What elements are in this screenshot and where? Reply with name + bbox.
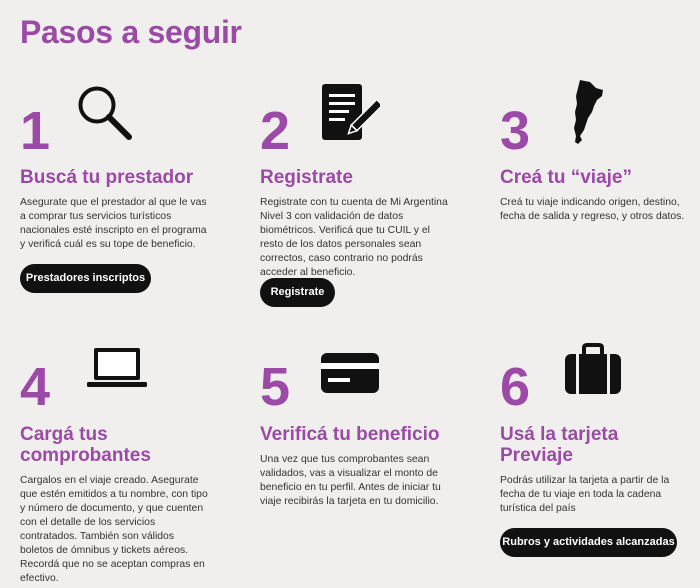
step-title: Buscá tu prestador [20, 167, 194, 188]
step-number: 6 [500, 357, 531, 417]
step-description: Creá tu viaje indicando origen, destino, fecha de salida y regreso, y otros datos. [500, 197, 685, 222]
step-title: Verificá tu beneficio [260, 424, 440, 445]
magnifier-icon [76, 84, 134, 142]
step-number: 2 [260, 101, 291, 161]
step-description: Registrate con tu cuenta de Mi Argentina Nivel 3 con validación de datos biométricos. Verificá que tu CUIL y el resto de los datos personales sean correctos, caso contrario no podrás acceder al beneficio. [260, 197, 448, 278]
step-number: 3 [500, 101, 531, 161]
registrate-button[interactable]: Registrate [260, 278, 335, 307]
step-number: 4 [20, 357, 51, 417]
step-title: Usá la tarjeta Previaje [500, 424, 619, 466]
step-description: Cargalos en el viaje creado. Asegurate que estén emitidos a tu nombre, con tipo y número de documento, y que cuenten con el detalle de los servicios contratados. También son válidos boletos de ómnibus y tickets aéreos. Recordá que no se aceptan compras en efectivo. [20, 475, 208, 584]
step-title: Creá tu “viaje” [500, 167, 632, 188]
suitcase-icon [564, 342, 622, 396]
step-number: 1 [20, 101, 51, 161]
prestadores-inscriptos-button[interactable]: Prestadores inscriptos [20, 264, 151, 293]
argentina-map-icon [570, 78, 610, 146]
credit-card-icon [320, 352, 380, 394]
page-title: Pasos a seguir [20, 14, 242, 50]
step-title: Cargá tus comprobantes [20, 424, 151, 466]
document-pen-icon [320, 82, 380, 144]
step-number: 5 [260, 357, 291, 417]
step-description: Una vez que tus comprobantes sean validados, vas a visualizar el monto de beneficio en tu perfil. Antes de iniciar tu viaje recibirás la tarjeta en tu domicilio. [260, 454, 441, 507]
step-description: Podrás utilizar la tarjeta a partir de la fecha de tu viaje en toda la cadena turística del país [500, 475, 670, 514]
rubros-actividades-button[interactable]: Rubros y actividades alcanzadas [500, 528, 677, 557]
step-description: Asegurate que el prestador al que le vas a comprar tus servicios turísticos nacionales esté inscripto en el programa y verificá cuál es su tope de beneficio. [20, 197, 207, 250]
step-title: Registrate [260, 167, 353, 188]
laptop-icon [86, 346, 148, 390]
